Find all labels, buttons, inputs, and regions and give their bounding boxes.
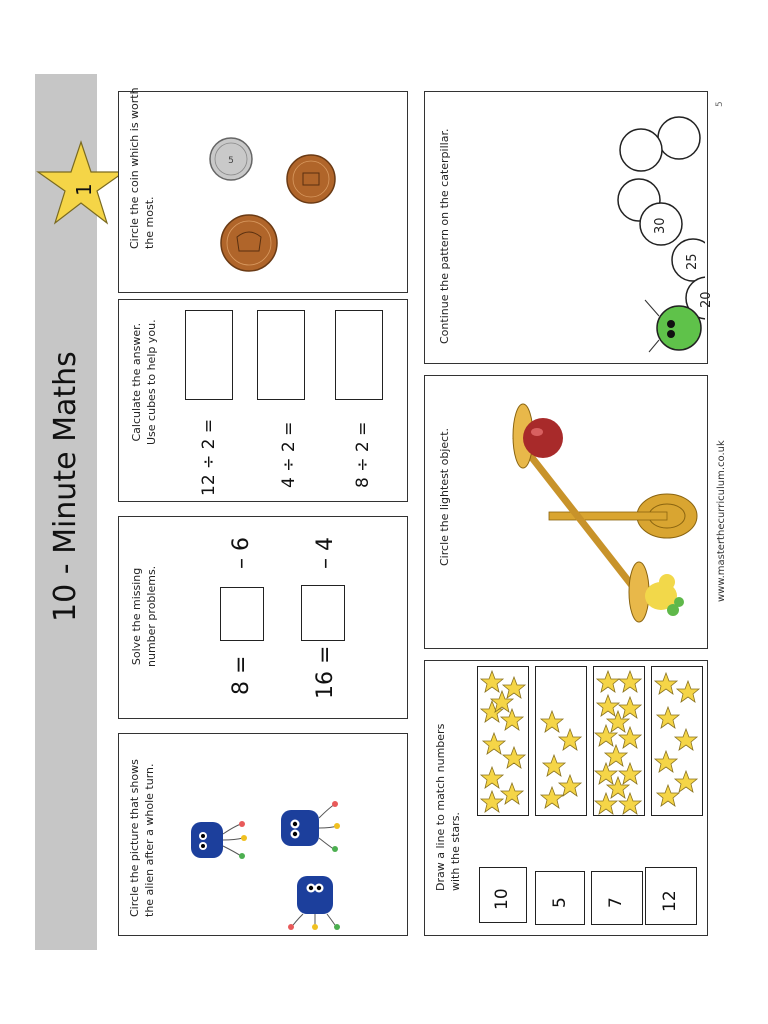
footer-website: www.masterthecurriculum.co.uk (716, 440, 727, 602)
alien-question-panel (118, 733, 408, 936)
caterpillar-value-30: 30 (653, 217, 668, 234)
stars-instruction: Draw a line to match numbers with the stars. (434, 723, 462, 891)
star-group-2-icon (536, 667, 586, 815)
caterpillar-value-25: 25 (685, 253, 700, 270)
number-12-label: 12 (660, 890, 680, 912)
alien-option-2-icon[interactable] (279, 796, 341, 852)
star-group-box-1[interactable] (477, 666, 529, 816)
answer-box-2[interactable] (257, 310, 305, 400)
star-group-box-3[interactable] (593, 666, 645, 816)
calculate-instruction: Calculate the answer. Use cubes to help you. (130, 319, 158, 445)
missing-box-1[interactable] (220, 587, 264, 641)
number-box-5[interactable] (535, 871, 585, 925)
svg-text:5: 5 (228, 156, 234, 166)
star-group-3-icon (594, 667, 644, 815)
page-title: 10 - Minute Maths (48, 351, 83, 622)
lightest-object-panel (424, 375, 708, 649)
silver-coin-icon (210, 138, 252, 180)
missing-number-instruction: Solve the missing number problems. (130, 565, 158, 667)
problem-4-div-2: 4 ÷ 2 = (279, 421, 299, 488)
problem-8-div-2: 8 ÷ 2 = (353, 421, 373, 488)
number-7-label: 7 (606, 897, 626, 908)
coins-picture (209, 137, 339, 277)
caterpillar-question-panel (424, 91, 714, 364)
star-group-1-icon (478, 667, 528, 815)
small-copper-coin-icon (287, 155, 335, 203)
number-box-12[interactable] (645, 867, 697, 925)
star-number: 1 (72, 183, 96, 196)
alien-instruction: Circle the picture that shows the alien after a whole turn. (128, 759, 156, 917)
number-box-7[interactable] (591, 871, 643, 925)
missing-p2-right: – 4 (313, 537, 338, 569)
coin-question-panel (118, 87, 408, 293)
stars-question-panel (424, 660, 708, 936)
alien-option-1-icon[interactable] (189, 814, 251, 864)
balance-scale-picture (487, 396, 707, 636)
star-group-box-4[interactable] (651, 666, 703, 816)
page-number: 5 (715, 101, 725, 107)
answer-box-1[interactable] (185, 310, 233, 400)
answer-box-3[interactable] (335, 310, 383, 400)
missing-number-panel (118, 516, 408, 719)
apple-icon (523, 418, 563, 458)
caterpillar-value-20: 20 (699, 291, 714, 308)
caterpillar-instruction: Continue the pattern on the caterpillar. (438, 128, 451, 344)
alien-option-3-icon[interactable] (283, 874, 341, 930)
missing-box-2[interactable] (301, 585, 345, 641)
lightest-instruction: Circle the lightest object. (438, 427, 451, 566)
number-10-label: 10 (492, 888, 512, 910)
calculate-question-panel (118, 299, 408, 502)
caterpillar-picture (525, 102, 705, 357)
star-group-box-2[interactable] (535, 666, 587, 816)
large-copper-coin-icon (221, 215, 277, 271)
star-group-4-icon (652, 667, 702, 815)
number-5-label: 5 (550, 897, 570, 908)
number-box-10[interactable] (479, 867, 527, 923)
missing-p1-left: 8 = (229, 655, 254, 695)
problem-12-div-2: 12 ÷ 2 = (199, 418, 219, 496)
missing-p2-left: 16 = (313, 645, 338, 699)
coin-instruction: Circle the coin which is worth the most. (128, 87, 156, 249)
missing-p1-right: – 6 (229, 537, 254, 569)
